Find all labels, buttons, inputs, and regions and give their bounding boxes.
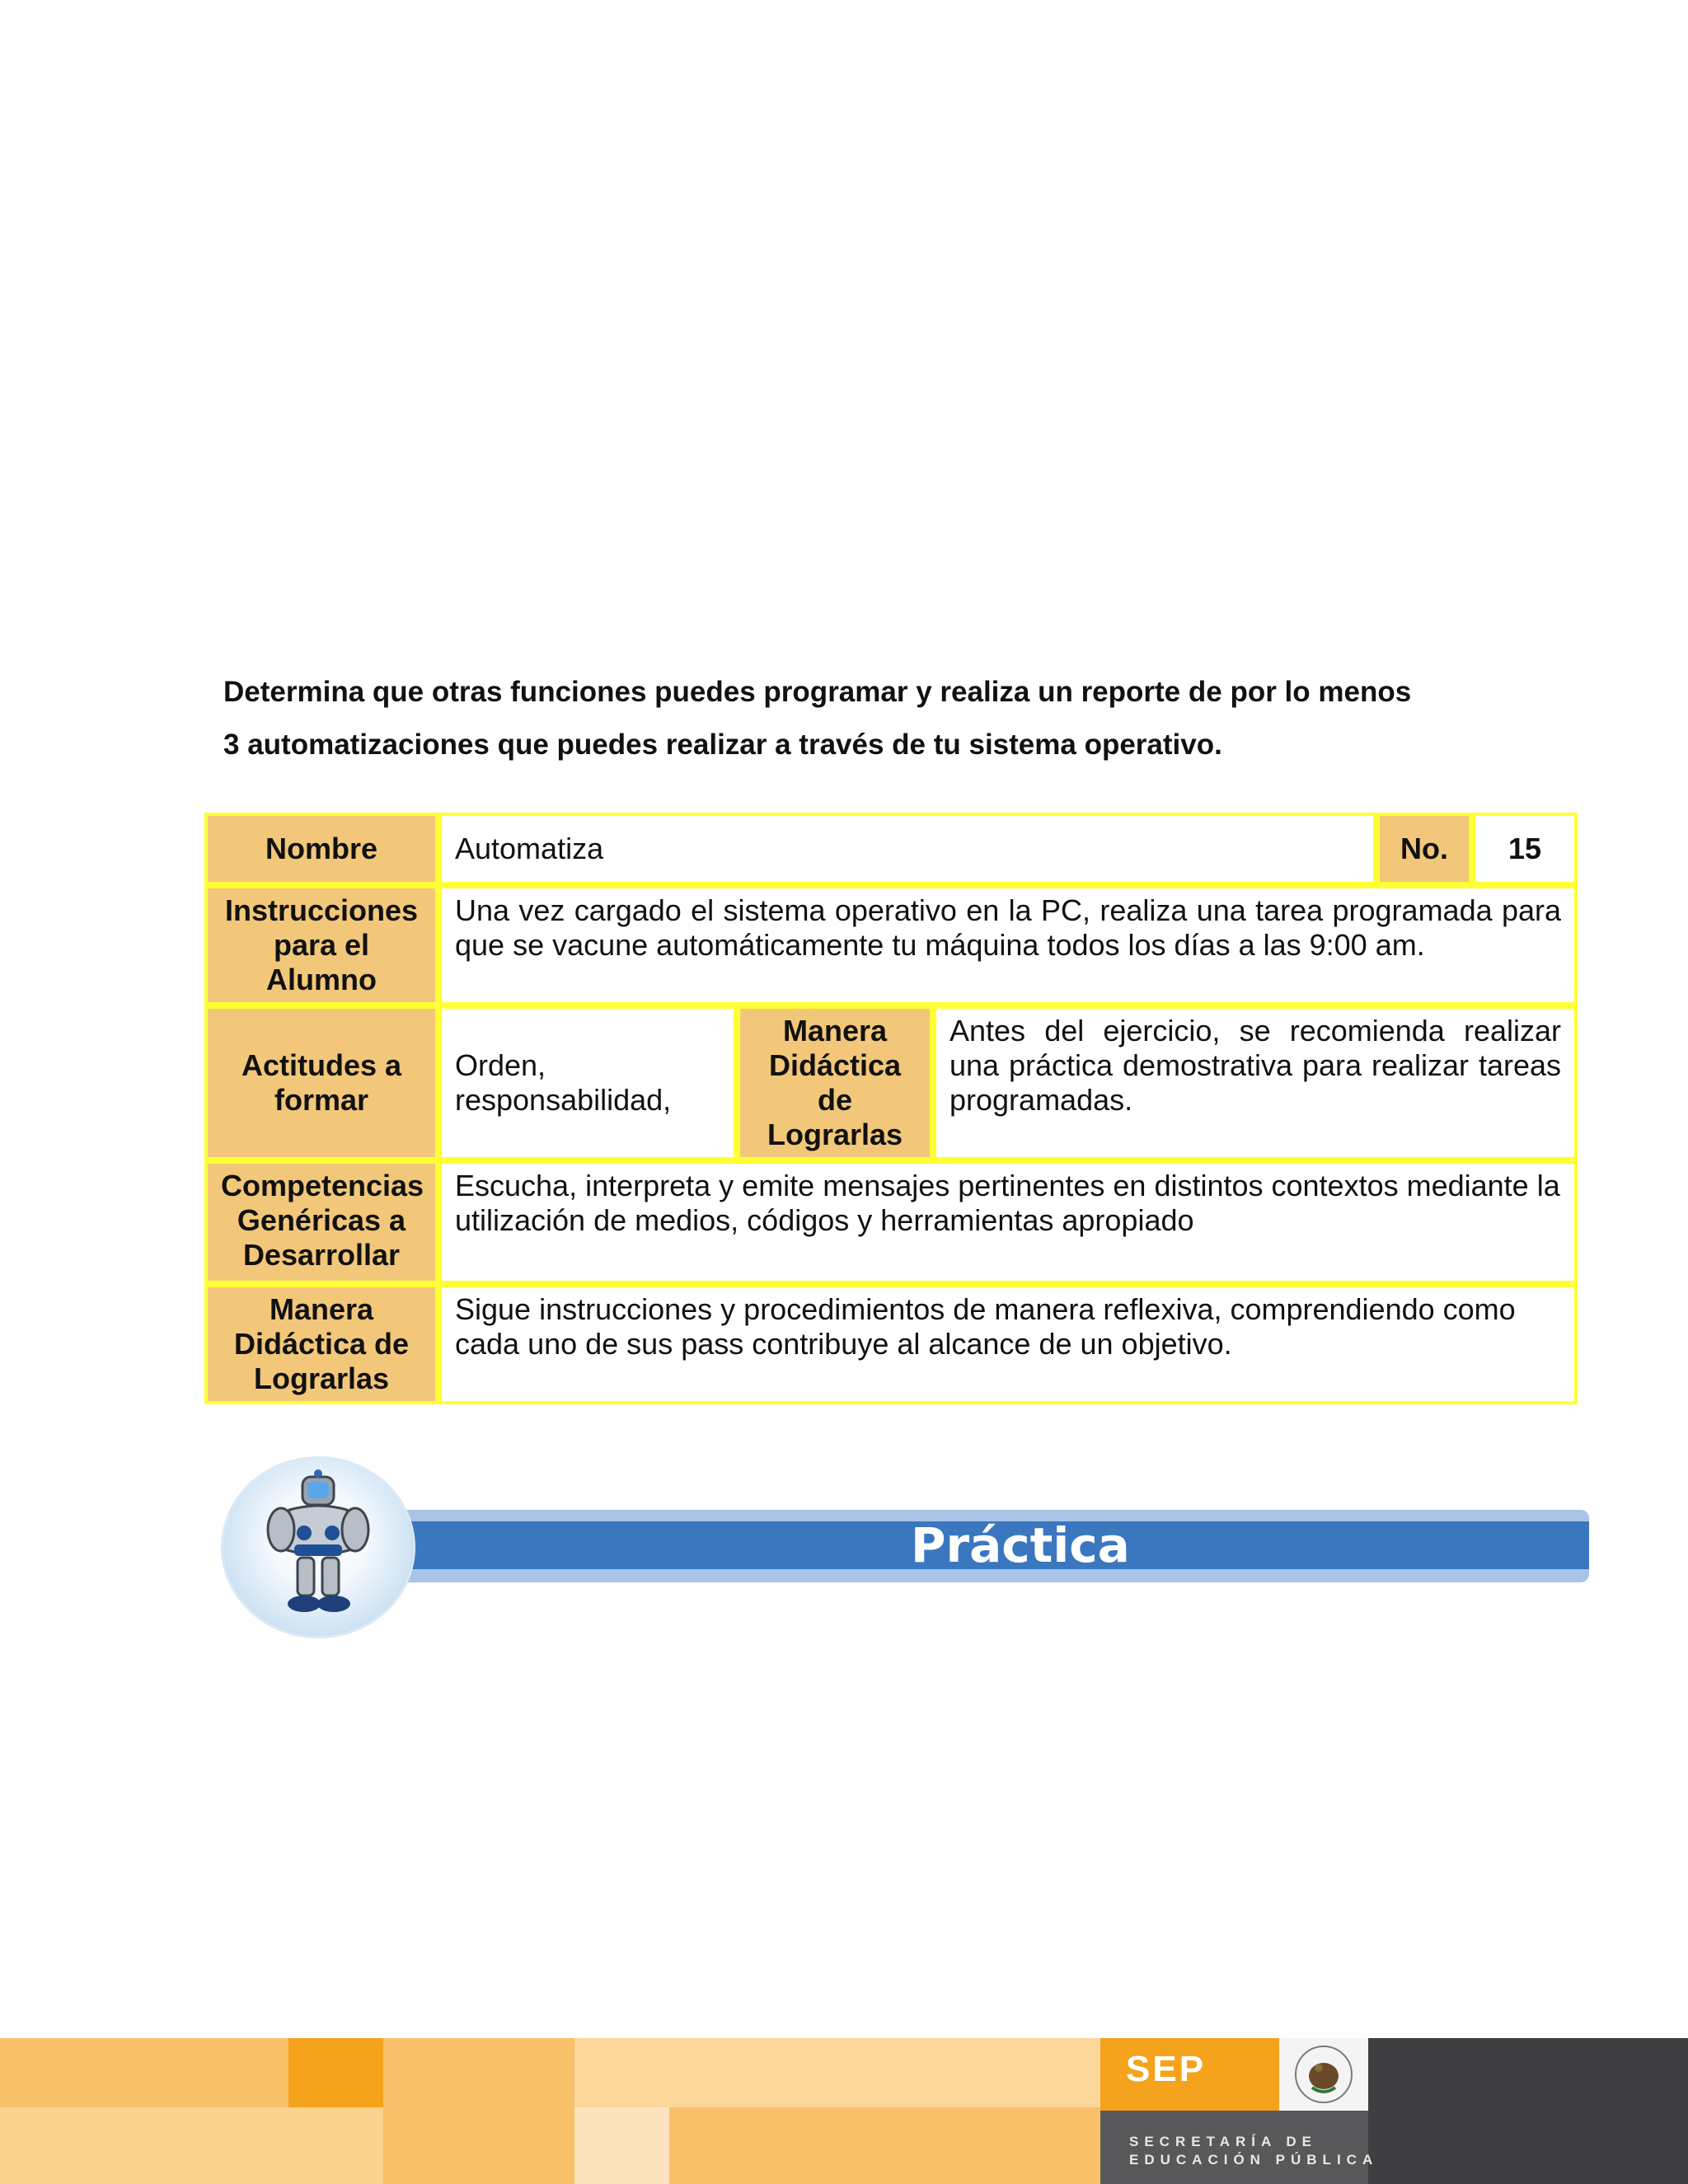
sep-logo-text: SEP bbox=[1126, 2049, 1207, 2089]
nombre-label: Nombre bbox=[204, 813, 438, 885]
instructions-line-1: Determina que otras funciones puedes programar y realiza un reporte de por lo menos bbox=[223, 676, 1412, 708]
manera-didactica-label-2: Manera Didáctica de Lograrlas bbox=[204, 1284, 438, 1404]
actitudes-label: Actitudes a formar bbox=[204, 1005, 438, 1160]
manera-didactica-value-1: Antes del ejercicio, se recomienda realizar una práctica demostrativa para realizar tareas programadas. bbox=[933, 1005, 1578, 1160]
instructions-line-2: 3 automatizaciones que puedes realizar a través de tu sistema operativo. bbox=[223, 729, 1222, 761]
sep-subtitle-line-2: EDUCACIÓN PÚBLICA bbox=[1129, 2152, 1379, 2168]
robot-medallion bbox=[223, 1459, 413, 1636]
coat-of-arms-seal bbox=[1279, 2038, 1368, 2111]
sep-subtitle-line-1: SECRETARÍA DE bbox=[1129, 2134, 1317, 2149]
instrucciones-label: Instrucciones para el Alumno bbox=[204, 885, 438, 1005]
manera-didactica-label-1: Manera Didáctica de Lograrlas bbox=[737, 1005, 933, 1160]
activity-table bbox=[204, 813, 1578, 1404]
practica-title: Práctica bbox=[911, 1517, 1130, 1573]
eagle-seal-icon bbox=[1279, 2038, 1368, 2111]
competencias-label: Competencias Genéricas a Desarrollar bbox=[204, 1160, 438, 1284]
instrucciones-value: Una vez cargado el sistema operativo en la PC, realiza una tarea programada para que se vacune automáticamente tu máquina todos los días a las 9:00 am. bbox=[438, 885, 1578, 1005]
robot-icon bbox=[223, 1459, 413, 1636]
nombre-value: Automatiza bbox=[438, 813, 1376, 885]
number-label: No. bbox=[1376, 813, 1472, 885]
competencias-value: Escucha, interpreta y emite mensajes pertinentes en distintos contextos mediante la utilización de medios, códigos y herramientas apropiado bbox=[438, 1160, 1578, 1284]
footer-band bbox=[0, 2038, 1688, 2184]
manera-didactica-value-2: Sigue instrucciones y procedimientos de manera reflexiva, comprendiendo como cada uno de sus pass contribuye al alcance de un objetivo. bbox=[438, 1284, 1578, 1404]
number-value: 15 bbox=[1472, 813, 1578, 885]
actitudes-value: Orden, responsabilidad, bbox=[438, 1005, 737, 1160]
instructions-text bbox=[223, 666, 1542, 771]
sep-subtitle bbox=[1129, 2133, 1378, 2169]
